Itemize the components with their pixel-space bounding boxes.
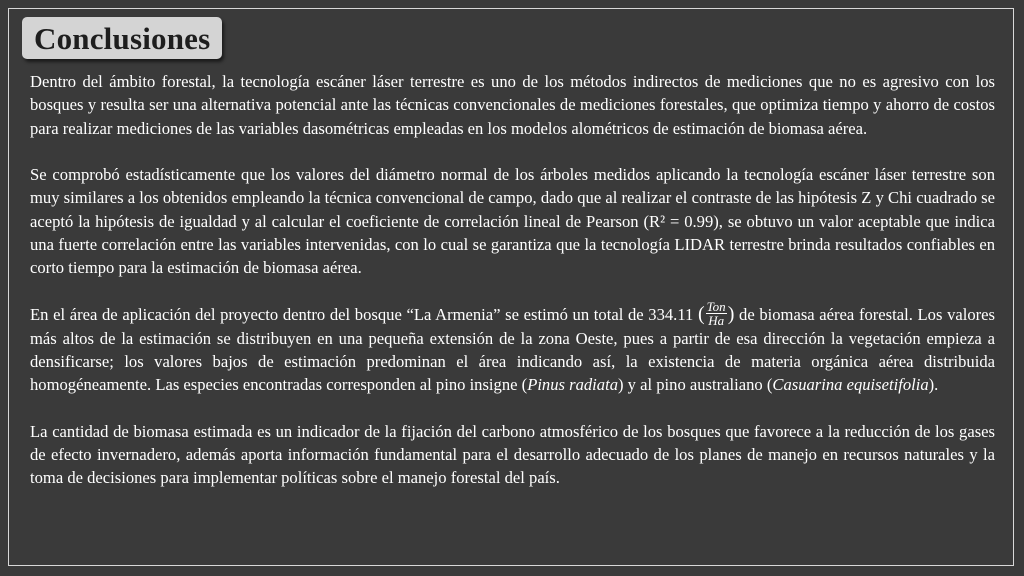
fraction-numerator: Ton [706,298,726,314]
slide-title: Conclusiones [34,20,211,56]
p3-text-middle: ) y al pino australiano ( [618,375,773,395]
paragraph-4: La cantidad de biomasa estimada es un indicador de la fijación del carbono atmosférico de los bosques que favorece a la reducción de los gases de efecto invernadero, además aporta información fundamental para el desarrollo adecuado de los planes de manejo en recursos naturales y la toma de decisiones para implementar políticas sobre el manejo forestal del país. [30,421,995,488]
species-casuarina: Casuarina equisetifolia [772,375,929,395]
p3-text-end: ). [928,375,939,395]
p3-text-before: En el área de aplicación del proyecto dentro del bosque “La Armenia” se estimó un total de 334.11 [30,304,698,324]
paren-open: ( [697,302,705,325]
p3-text-after: de biomasa aérea forestal. Los valores más altos de la estimación se distribuyen en una pequeña extensión de la zona Oeste, pues a partir de esa dirección la vegetación empieza a densificarse; los valores bajos de estimación predominan el área indicando así, la existencia de materia orgánica aérea distribuida homogéneamente. Las especies encontradas corresponden al pino insigne ( [30,304,995,395]
paragraph-1: Dentro del ámbito forestal, la tecnología escáner láser terrestre es uno de los métodos indirectos de mediciones que no es agresivo con los bosques y resulta ser una alternativa potencial ante las técnicas convencionales de mediciones forestales, que optimiza tiempo y ahorro de costos para realizar mediciones de las variables dasométricas empleadas en los modelos alométricos de estimación de biomasa aérea. [30,72,995,138]
unit-fraction [706,300,727,327]
slide-content [30,70,995,490]
paragraph-3 [30,298,995,397]
title-box [22,17,222,59]
fraction-denominator: Ha [708,312,725,328]
paren-close: ) [727,302,735,325]
species-pinus-radiata: Pinus radiata [527,375,618,395]
paragraph-2: Se comprobó estadísticamente que los valores del diámetro normal de los árboles medidos aplicando la tecnología escáner láser terrestre son muy similares a los obtenidos empleando la técnica convencional de campo, dado que al realizar el contraste de las hipótesis Z y Chi cuadrado se aceptó la hipótesis de igualdad y al calcular el coeficiente de correlación lineal de Pearson (R² = 0.99), se obtuvo un valor aceptable que indica una fuerte correlación entre las variables intervenidas, con lo cual se garantiza que la tecnología LIDAR terrestre brinda resultados confiables en corto tiempo para la estimación de biomasa aérea. [30,165,995,278]
